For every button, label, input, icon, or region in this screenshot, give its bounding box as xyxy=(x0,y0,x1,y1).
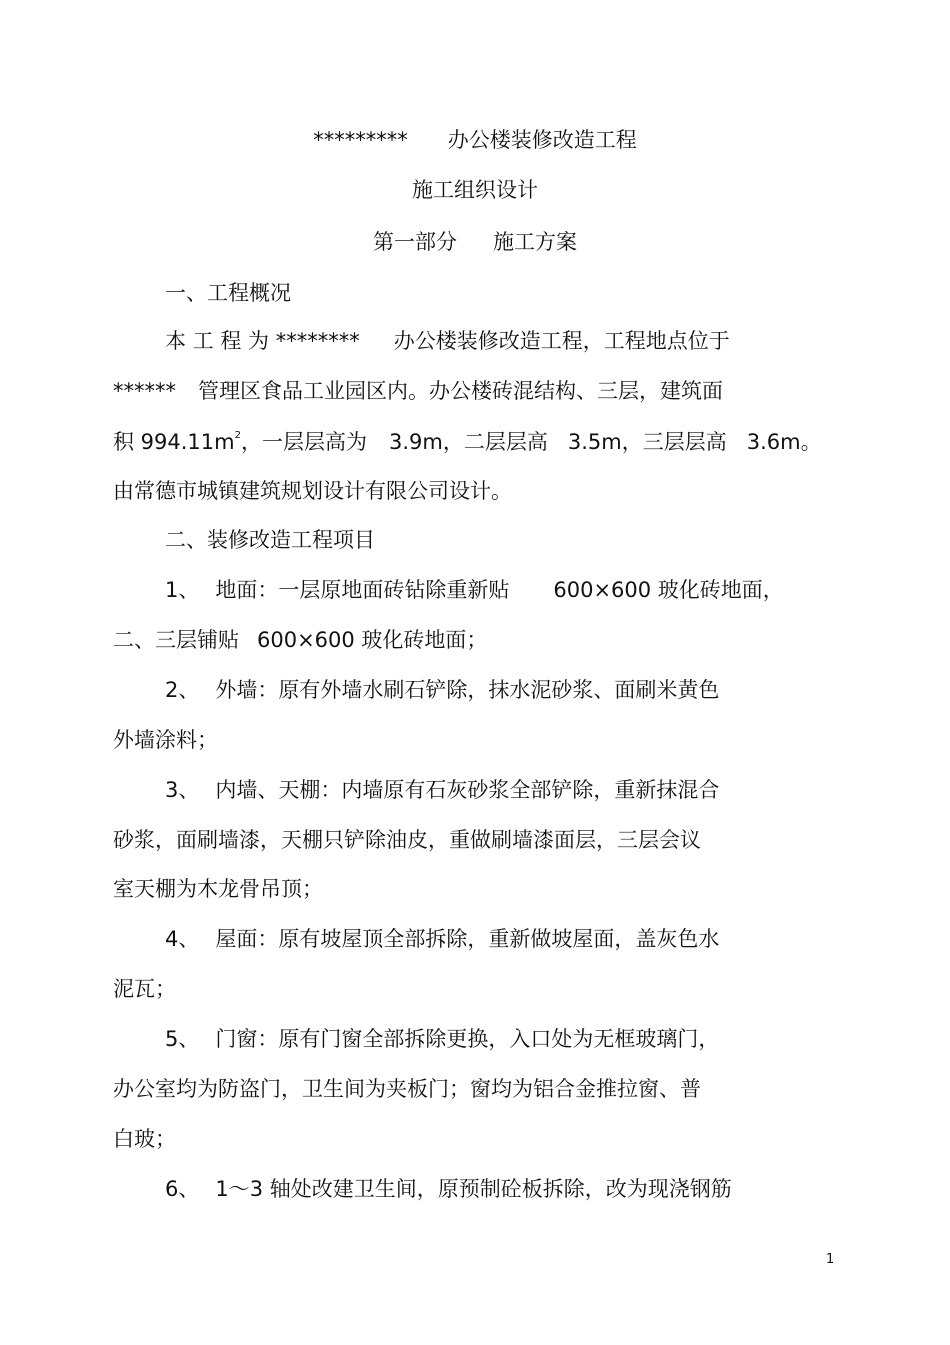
part-heading xyxy=(0,228,950,256)
list-item-line xyxy=(165,676,719,704)
part-name: 施工方案 xyxy=(493,230,577,254)
list-item-line: 室天棚为木龙骨吊顶； xyxy=(113,877,323,901)
text-fragment: 屋面：原有坡屋顶全部拆除，重新做坡屋面，盖灰色水 xyxy=(215,927,720,951)
text-fragment: 外墙：原有外墙水刷石铲除，抹水泥砂浆、面刷米黄色 xyxy=(215,678,720,702)
text-fragment: 内墙、天棚：内墙原有石灰砂浆全部铲除，重新抹混合 xyxy=(215,778,720,802)
text-fragment: 管理区食品工业园区内。办公楼砖混结构、三层，建筑面 xyxy=(198,379,723,403)
document-subtitle: 施工组织设计 xyxy=(412,178,538,202)
text-fragment: 地面：一层原地面砖钻除重新贴 xyxy=(215,578,510,602)
text-fragment: 二、三层铺贴 xyxy=(113,628,239,652)
list-item-line xyxy=(165,776,719,804)
item-number: 6、 xyxy=(165,1177,200,1201)
part-number: 第一部分 xyxy=(373,230,457,254)
title-name: 办公楼装修改造工程 xyxy=(447,128,637,152)
section-1-para-line xyxy=(113,377,723,405)
text-fragment: ，一层层高为 xyxy=(241,430,367,454)
section-1-para-line: 由常德市城镇建筑规划设计有限公司设计。 xyxy=(113,479,512,503)
section-1-para-line xyxy=(113,428,822,456)
section-1-para-line xyxy=(165,327,730,355)
text-fragment: 本 工 程 为 ******** xyxy=(165,329,360,353)
list-item-line: 砂浆，面刷墙漆，天棚只铲除油皮，重做刷墙漆面层，三层会议 xyxy=(113,828,701,852)
text-fragment: 600×600 玻化砖地面； xyxy=(257,628,488,652)
item-number: 4、 xyxy=(165,927,200,951)
list-item-line: 白玻； xyxy=(113,1127,176,1151)
list-item-line xyxy=(165,1025,719,1053)
list-item-line: 办公室均为防盗门，卫生间为夹板门；窗均为铝合金推拉窗、普 xyxy=(113,1077,701,1101)
superscript: 2 xyxy=(234,430,241,441)
text-fragment: 1～3 轴处改建卫生间，原预制砼板拆除，改为现浇钢筋 xyxy=(215,1177,732,1201)
list-item-line: 外墙涂料； xyxy=(113,728,218,752)
page-number: 1 xyxy=(826,1252,835,1267)
document-title xyxy=(0,126,950,154)
text-fragment: 600×600 玻化砖地面， xyxy=(553,578,784,602)
item-number: 1、 xyxy=(165,578,200,602)
text-fragment: 3.6m。 xyxy=(746,430,822,454)
text-fragment: 积 994.11m xyxy=(113,430,235,454)
item-number: 2、 xyxy=(165,678,200,702)
list-item-line xyxy=(165,925,719,953)
text-fragment: ****** xyxy=(113,379,176,403)
list-item-line: 泥瓦； xyxy=(113,977,176,1001)
text-fragment: 3.5m，三层层高 xyxy=(567,430,727,454)
list-item-line xyxy=(165,576,784,604)
section-2-heading: 二、装修改造工程项目 xyxy=(165,528,375,552)
item-number: 3、 xyxy=(165,778,200,802)
title-prefix: ********* xyxy=(313,128,408,152)
text-fragment: 办公楼装修改造工程，工程地点位于 xyxy=(393,329,730,353)
item-number: 5、 xyxy=(165,1027,200,1051)
text-fragment: 门窗：原有门窗全部拆除更换，入口处为无框玻璃门， xyxy=(215,1027,720,1051)
list-item-line xyxy=(165,1175,732,1203)
list-item-line xyxy=(113,626,487,654)
section-1-heading: 一、工程概况 xyxy=(165,281,291,305)
text-fragment: 3.9m，二层层高 xyxy=(389,430,548,454)
